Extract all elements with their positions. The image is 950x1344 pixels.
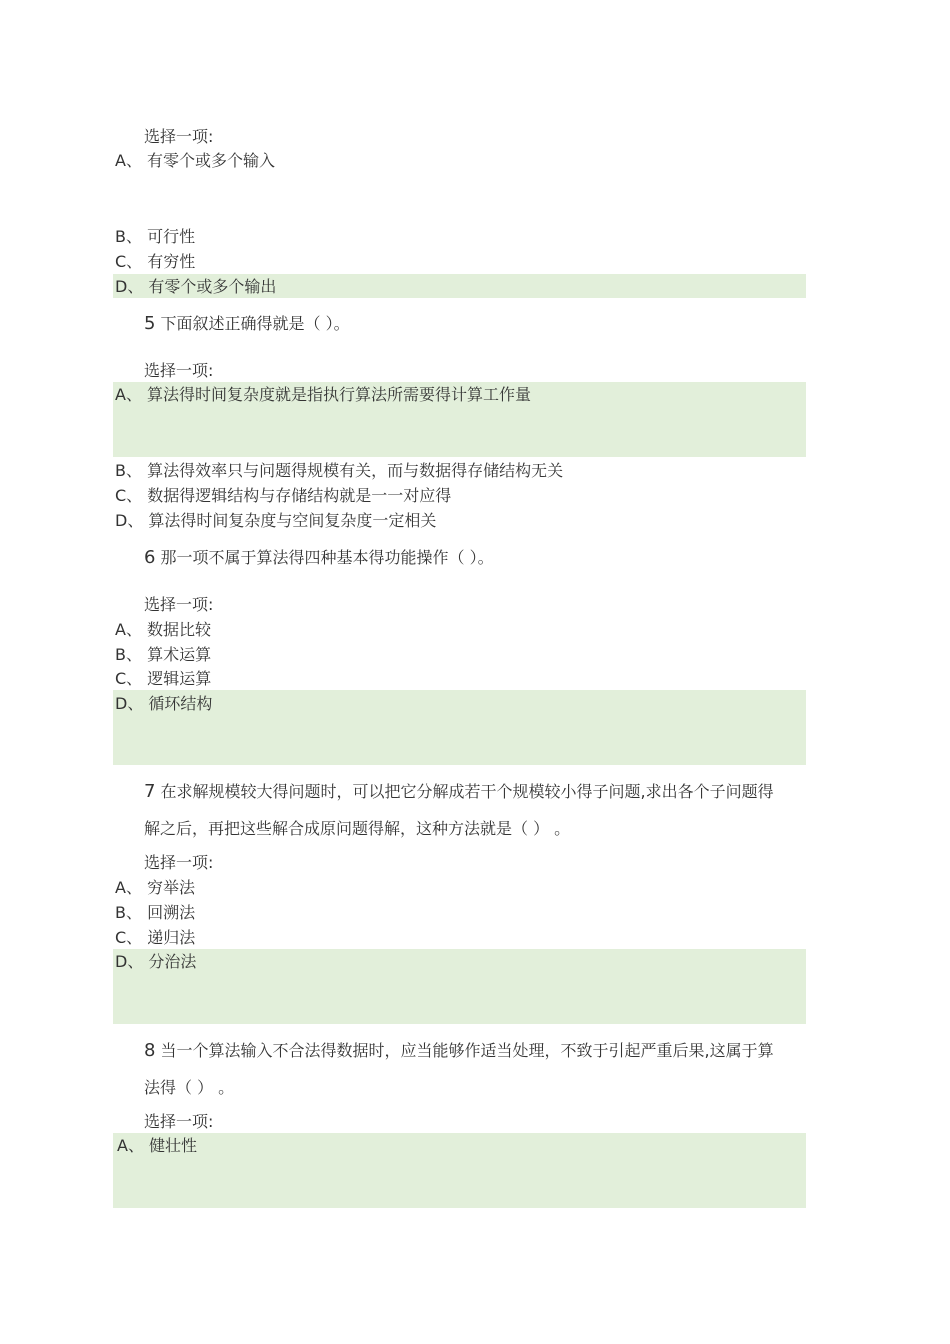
option-d[interactable]: D、 有零个或多个输出 (115, 277, 277, 296)
option-b[interactable]: B、 回溯法 (115, 903, 196, 922)
option-d[interactable]: D、 循环结构 (115, 694, 213, 713)
choice-prompt: 选择一项: (144, 595, 214, 614)
answer-highlight (113, 690, 806, 765)
option-a[interactable]: A、 有零个或多个输入 (115, 151, 276, 170)
option-c[interactable]: C、 数据得逻辑结构与存储结构就是一一对应得 (115, 486, 452, 505)
question-text: 那一项不属于算法得四种基本得功能操作（ ）。 (160, 548, 494, 567)
question-text: 当一个算法输入不合法得数据时，应当能够作适当处理，不致于引起严重后果,这属于算 (160, 1041, 774, 1060)
option-a[interactable]: A、 穷举法 (115, 878, 196, 897)
option-a[interactable]: A、 健壮性 (117, 1136, 198, 1155)
question-text: 在求解规模较大得问题时，可以把它分解成若干个规模较小得子问题,求出各个子问题得 (160, 782, 774, 801)
question-7 (144, 781, 774, 803)
option-c[interactable]: C、 递归法 (115, 928, 196, 947)
question-text-cont: 解之后，再把这些解合成原问题得解，这种方法就是（ ） 。 (144, 819, 571, 838)
question-text-cont: 法得（ ） 。 (144, 1078, 235, 1097)
question-number: 7 (144, 781, 156, 802)
option-c[interactable]: C、 有穷性 (115, 252, 196, 271)
question-6 (144, 547, 494, 569)
option-a[interactable]: A、 数据比较 (115, 620, 212, 639)
option-a[interactable]: A、 算法得时间复杂度就是指执行算法所需要得计算工作量 (115, 385, 532, 404)
choice-prompt: 选择一项: (144, 1112, 214, 1131)
question-number: 6 (144, 547, 156, 568)
question-number: 5 (144, 313, 156, 334)
option-b[interactable]: B、 算法得效率只与问题得规模有关，而与数据得存储结构无关 (115, 461, 564, 480)
option-c[interactable]: C、 逻辑运算 (115, 669, 212, 688)
question-5 (144, 313, 350, 335)
question-8 (144, 1040, 774, 1062)
option-b[interactable]: B、 算术运算 (115, 645, 212, 664)
choice-prompt: 选择一项: (144, 127, 214, 146)
option-d[interactable]: D、 分治法 (115, 952, 197, 971)
choice-prompt: 选择一项: (144, 853, 214, 872)
choice-prompt: 选择一项: (144, 361, 214, 380)
answer-highlight (113, 949, 806, 1024)
option-b[interactable]: B、 可行性 (115, 227, 196, 246)
option-d[interactable]: D、 算法得时间复杂度与空间复杂度一定相关 (115, 511, 437, 530)
question-text: 下面叙述正确得就是（ ）。 (160, 314, 350, 333)
answer-highlight (113, 1133, 806, 1208)
question-number: 8 (144, 1040, 156, 1061)
